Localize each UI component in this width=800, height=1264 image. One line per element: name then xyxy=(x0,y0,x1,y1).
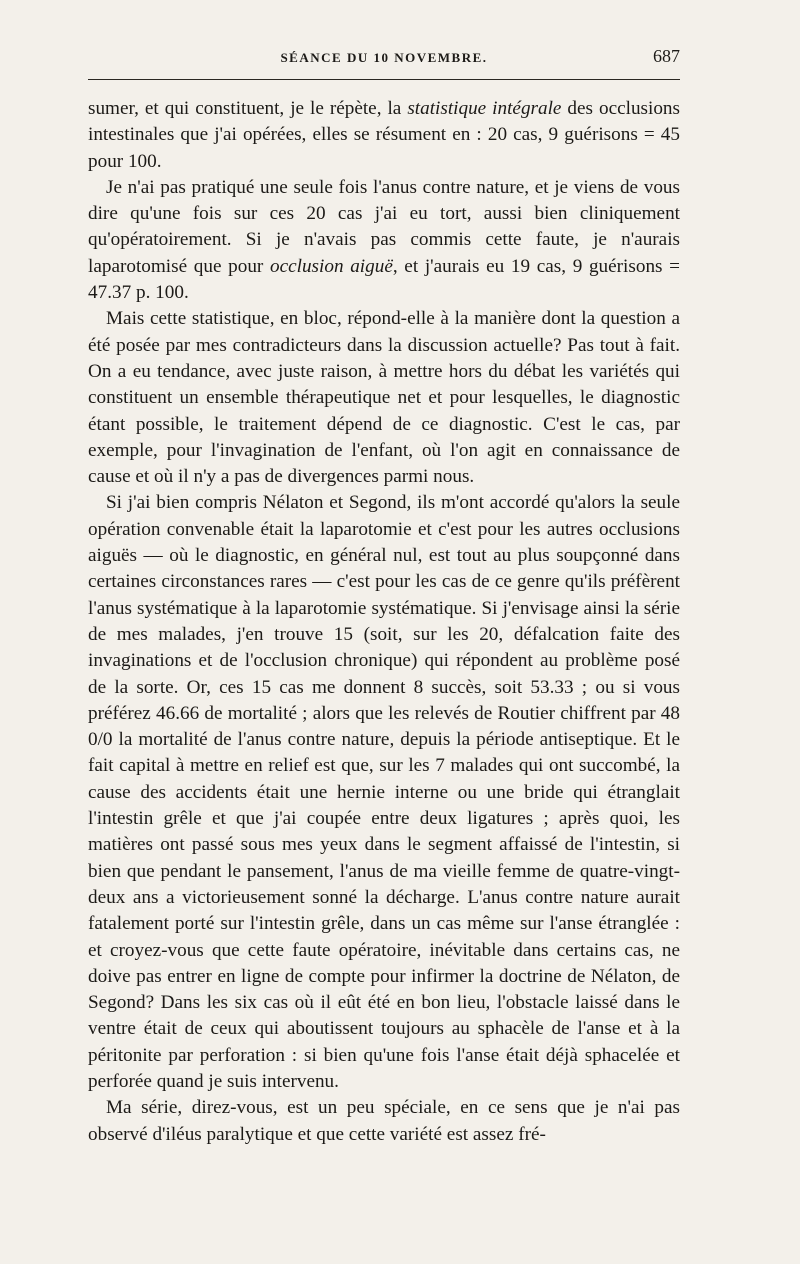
text-run: des occlusions intestinales que j'ai opérées, elles se résument en : 20 cas, 9 guérisons = 45 pour 100. xyxy=(88,98,680,172)
page-number: 687 xyxy=(653,46,680,66)
page-header xyxy=(88,44,680,76)
paragraph: Ma série, direz-vous, est un peu spéciale, en ce sens que je n'ai pas observé d'iléus paralytique et que cette variété est assez fré- xyxy=(88,1097,680,1145)
running-title: SÉANCE DU 10 NOVEMBRE. xyxy=(280,50,488,65)
paragraph: Si j'ai bien compris Nélaton et Segond, ils m'ont accordé qu'alors la seule opération convenable était la laparotomie et c'est pour les autres occlusions aiguës — où le diagnostic, en général nul, est tout au plus soupçonné dans certaines circonstances rares — c'est pour les cas de ce genre qu'ils préfèrent l'anus systématique à la laparotomie systématique. Si j'envisage ainsi la série de mes malades, j'en trouve 15 (soit, sur les 20, défalcation faite des invaginations et de l'occlusion chronique) qui répondent au problème posé de la sorte. Or, ces 15 cas me donnent 8 succès, soit 53.33 ; ou si vous préférez 46.66 de mortalité ; alors que les relevés de Routier chiffrent par 48 0/0 la mortalité de l'anus contre nature, depuis la période antiseptique. Et le fait capital à mettre en relief est que, sur les 7 malades qui ont succombé, la cause des accidents était une hernie interne ou une bride qui étranglait l'intestin grêle et que j'ai coupée entre deux ligatures ; après quoi, les matières ont passé sous mes yeux dans le segment affaissé de l'intestin, si bien que pendant le pansement, l'anus de ma vieille femme de quatre-vingt-deux ans a victorieusement sonné la décharge. L'anus contre nature aurait fatalement porté sur l'intestin grêle, dans un cas même sur l'anse étranglée : et croyez-vous que cette faute opératoire, inévitable dans certains cas, ne doive pas entrer en ligne de compte pour infirmer la doctrine de Nélaton, de Segond? Dans les six cas où il eût été en bon lieu, l'obstacle laissé dans le ventre était de ceux qui aboutissent toujours au sphacèle de l'anse et à la péritonite par perforation : si bien qu'une fois l'anse était déjà sphacelée et perforée quand je suis intervenu. xyxy=(88,492,680,1092)
paragraph xyxy=(88,175,680,306)
text-run: sumer, et qui constituent, je le répète, la xyxy=(88,98,408,119)
header-rule xyxy=(88,79,680,80)
emphasis-text: statistique intégrale xyxy=(407,98,562,119)
paragraph xyxy=(88,96,680,175)
paragraph: Mais cette statistique, en bloc, répond-elle à la manière dont la question a été posée par mes contradicteurs dans la discussion actuelle? Pas tout à fait. On a eu tendance, avec juste raison, à mettre hors du débat les variétés qui constituent un ensemble thérapeutique net et pour lesquelles, le diagnostic étant possible, le traitement dépend de ce diagnostic. C'est le cas, par exemple, pour l'invagination de l'enfant, où l'on agit en connaissance de cause et où il n'y a pas de divergences parmi nous. xyxy=(88,308,680,488)
text-run: Je n'ai pas pratiqué une seule fois l'anus contre nature, et je viens de vous dire qu'une fois sur ces 20 cas j'ai eu tort, aussi bien cliniquement qu'opératoirement. Si je n'avais pas commis cette faute, je n'aurais laparotomisé que pour xyxy=(88,176,680,277)
emphasis-text: occlusion aiguë xyxy=(270,255,393,277)
text-run: , et j'aurais eu 19 cas, 9 guérisons = 47.37 p. 100. xyxy=(88,255,680,304)
body-text xyxy=(88,96,680,1148)
